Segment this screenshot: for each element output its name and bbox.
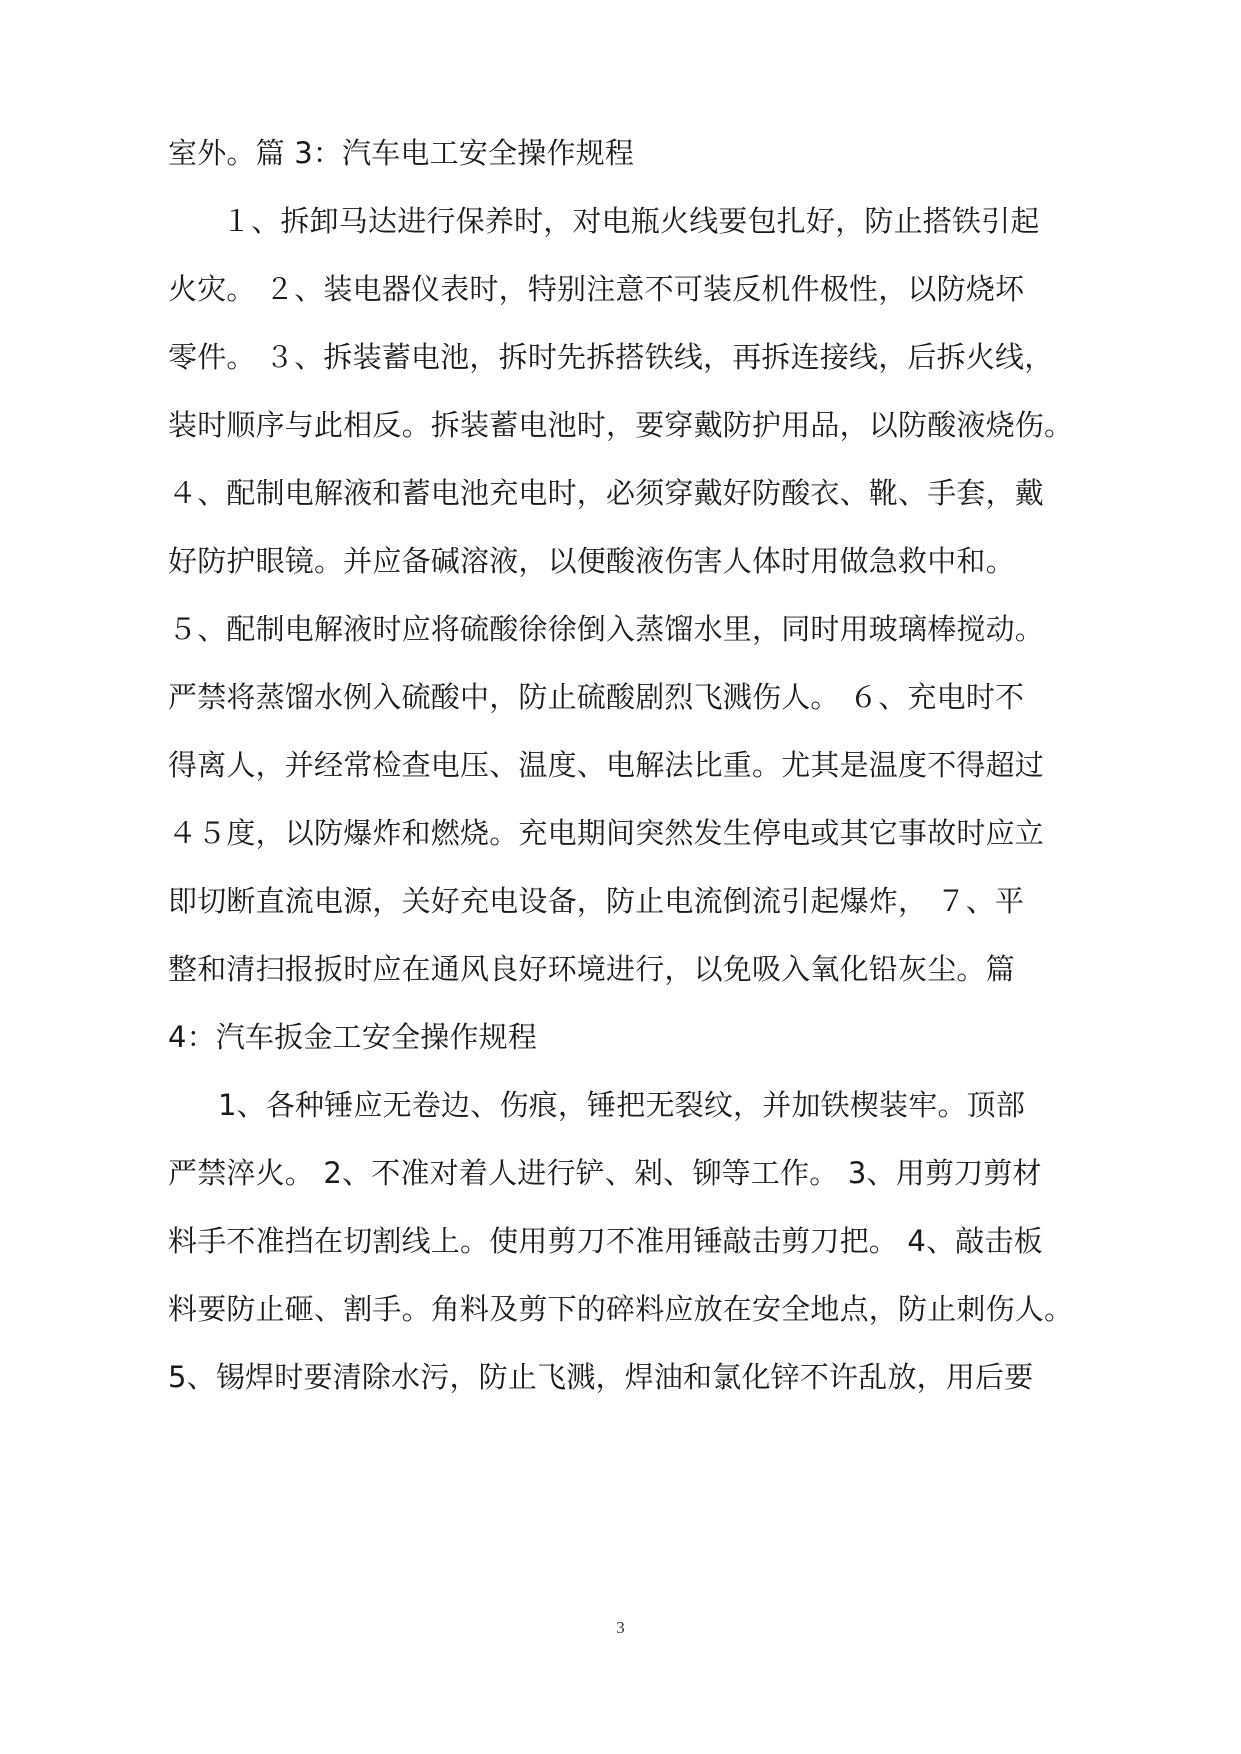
text-line: 整和清扫报扳时应在通风良好环境进行，以免吸入氧化铅灰尘。篇 [168, 952, 1015, 986]
text-line: 4：汽车扳金工安全操作规程 [168, 1020, 538, 1054]
text-line: ４５度，以防爆炸和燃烧。充电期间突然发生停电或其它事故时应立 [168, 816, 1045, 850]
page-number: 3 [616, 1618, 625, 1637]
text-line: 得离人，并经常检查电压、温度、电解法比重。尤其是温度不得超过 [168, 748, 1045, 782]
text-line: 即切断直流电源，关好充电设备，防止电流倒流引起爆炸， ７、平 [168, 884, 1025, 918]
text-line: 室外。篇 3：汽车电工安全操作规程 [168, 136, 635, 170]
text-line: 严禁淬火。 2、不准对着人进行铲、剁、铆等工作。 3、用剪刀剪材 [168, 1156, 1042, 1190]
text-line: ５、配制电解液时应将硫酸徐徐倒入蒸馏水里，同时用玻璃棒搅动。 [168, 612, 1045, 646]
text-line: 料要防止砸、割手。角料及剪下的碎料应放在安全地点，防止刺伤人。 [168, 1292, 1074, 1326]
text-line: 1、各种锤应无卷边、伤痕，锤把无裂纹，并加铁楔装牢。顶部 [218, 1088, 1026, 1122]
text-line: 火灾。 ２、装电器仪表时，特别注意不可装反机件极性，以防烧坏 [168, 272, 1025, 306]
text-line: 料手不准挡在切割线上。使用剪刀不准用锤敲击剪刀把。 4、敲击板 [168, 1224, 1043, 1258]
text-line: ４、配制电解液和蓄电池充电时，必须穿戴好防酸衣、靴、手套，戴 [168, 476, 1045, 510]
text-line: 装时顺序与此相反。拆装蓄电池时，要穿戴防护用品，以防酸液烧伤。 [168, 408, 1074, 442]
text-line: １、拆卸马达进行保养时，对电瓶火线要包扎好，防止搭铁引起 [222, 204, 1040, 238]
text-line: 5、锡焊时要清除水污，防止飞溅，焊油和氯化锌不许乱放，用后要 [168, 1360, 1034, 1394]
text-line: 零件。 ３、拆装蓄电池，拆时先拆搭铁线，再拆连接线，后拆火线， [168, 340, 1054, 374]
text-line: 严禁将蒸馏水例入硫酸中，防止硫酸剧烈飞溅伤人。 ６、充电时不 [168, 680, 1025, 714]
text-line: 好防护眼镜。并应备碱溶液，以便酸液伤害人体时用做急救中和。 [168, 544, 1015, 578]
